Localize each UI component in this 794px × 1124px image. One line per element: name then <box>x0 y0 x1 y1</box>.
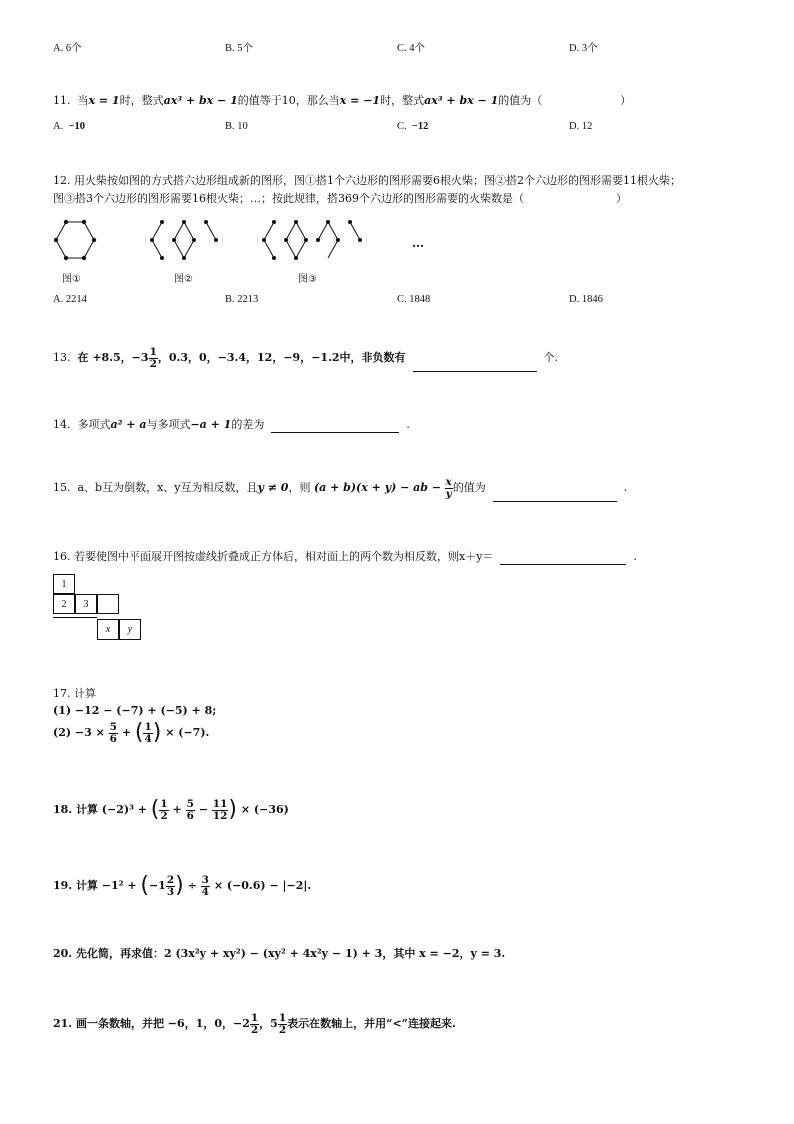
q15-text: 的值为 <box>452 481 486 494</box>
q10-option-c: C. 4个 <box>397 43 426 54</box>
q19-text: × (−0.6) − |−2|. <box>213 879 312 892</box>
q15-text: a、b互为倒数，x、y互为相反数，且 <box>77 481 258 494</box>
q11-option-b: B. 10 <box>225 121 248 132</box>
q19-text: ÷ <box>187 879 197 892</box>
question-18: 18. 计算 (−2)³ + ( $\frac{1}{2}$ + $\frac{5}{6}$ − $\frac{11}{12}$ ) × (−36) <box>53 797 289 822</box>
q14-math: −a + 1 <box>190 418 232 431</box>
fraction-numerator: x <box>445 475 452 488</box>
option-letter: C. <box>397 121 407 132</box>
q13-text: 在 +8.5，−3 <box>77 351 149 364</box>
question-number: 14. <box>53 418 71 431</box>
fraction-numerator: 1 <box>278 1011 287 1024</box>
q16-text: 16. 若要使图中平面展开图按虚线折叠成正方体后，相对面上的两个数为相反数，则x＋y＝ <box>53 550 494 563</box>
question-17-title: 17. 计算 <box>53 687 96 700</box>
q10-option-a: A. 6个 <box>53 43 82 54</box>
q11-option-a <box>53 121 85 132</box>
q10-option-b: B. 5个 <box>225 43 254 54</box>
q12-option-a: A. 2214 <box>53 294 87 305</box>
q13-text: ，0.3，0，−3.4，12，−9，−1.2中，非负数有 <box>157 351 406 364</box>
q15-math: (a + b)(x + y) − ab − <box>313 481 442 494</box>
q12-option-c: C. 1848 <box>397 294 431 305</box>
fraction-numerator: 1 <box>250 1011 259 1024</box>
fraction <box>201 875 210 898</box>
fraction <box>166 875 175 898</box>
q19-text: 19. 计算 −1² + <box>53 879 137 892</box>
q17-text: (2) −3 × <box>53 726 105 739</box>
question-number: 11. <box>53 94 71 107</box>
fraction <box>186 799 195 822</box>
fraction <box>250 1013 259 1036</box>
q14-text: 的差为 <box>231 418 265 431</box>
q14-math: a² + a <box>110 418 147 431</box>
fraction-numerator: 1 <box>149 345 157 358</box>
question-19: 19. 计算 −1² + (−1 $\frac{2}{3}$ ) ÷ $\frac{3}{4}$ × (−0.6) − |−2|. <box>53 873 312 898</box>
question-20: 20. 先化简，再求值：2 (3x²y + xy²) − (xy² + 4x²y − 1) + 3，其中 x = −2，y = 3. <box>53 947 506 960</box>
fraction-numerator: 2 <box>166 873 175 886</box>
q15-math: y ≠ 0 <box>257 481 289 494</box>
q14-text: 多项式 <box>77 418 111 431</box>
q21-text: 21. 画一条数轴，并把 −6，1，0，−2 <box>53 1017 250 1030</box>
figure-2-hexagons <box>152 222 216 258</box>
q11-option-d: D. 12 <box>569 121 593 132</box>
question-15 <box>53 474 627 502</box>
question-17-part2: (2) −3 × $\frac{5}{6}$ + ( $\frac{1}{4}$ ) × (−7). <box>53 720 210 745</box>
q11-math: x = 1 <box>88 94 120 107</box>
fraction <box>143 722 152 745</box>
fraction <box>109 722 118 745</box>
fraction-denominator: 6 <box>186 809 194 822</box>
q17-text: + <box>121 726 132 739</box>
q11-math: ax³ + bx − 1 <box>163 94 238 107</box>
answer-blank[interactable] <box>493 489 617 502</box>
question-12-line1: 12. 用火柴按如图的方式搭六边形组成新的图形，图①搭1个六边形的图形需要6根火柴；图②搭2个六边形的图形需要11根火柴； <box>53 174 681 187</box>
figure-3-hexagons <box>264 222 360 258</box>
figure-3-caption: 图③ <box>298 274 317 285</box>
figure-1-caption: 图① <box>62 274 81 285</box>
q12-text: 图③搭3个六边形的图形需要16根火柴；…；按此规律，搭369个六边形的图形需要的火柴数是（ <box>53 192 524 205</box>
net-bottom-edge <box>53 617 97 618</box>
q21-text: ，5 <box>259 1017 278 1030</box>
fraction-denominator: 2 <box>278 1023 287 1036</box>
question-17-part1: (1) −12 − (−7) + (−5) + 8; <box>53 704 217 717</box>
figure-1-vertices <box>54 220 96 260</box>
answer-blank[interactable] <box>500 552 626 565</box>
q11-text: 的值等于10，那么当 <box>237 94 340 107</box>
q14-text: . <box>406 418 410 431</box>
q17-text: × (−7). <box>165 726 210 739</box>
fraction-denominator: 12 <box>212 809 228 822</box>
q14-text: 与多项式 <box>146 418 191 431</box>
mixed-whole: −1 <box>148 879 166 892</box>
q12-option-b: B. 2213 <box>225 294 259 305</box>
q21-text: 表示在数轴上，并用“<”连接起来. <box>287 1017 456 1030</box>
fraction-denominator: 3 <box>166 885 175 898</box>
q11-math: ax³ + bx − 1 <box>424 94 499 107</box>
question-number: 13. <box>53 351 71 364</box>
q12-text: ） <box>616 192 627 205</box>
q13-text: 个. <box>543 351 559 364</box>
fraction-numerator: 11 <box>212 797 228 810</box>
net-cell-blank <box>97 594 119 614</box>
net-cell-y: y <box>119 619 141 640</box>
q11-option-c <box>397 121 428 132</box>
figure-1-hexagon <box>56 222 94 258</box>
fraction-denominator: y <box>445 487 452 500</box>
net-cell-2: 2 <box>53 594 75 614</box>
figure-ellipsis: … <box>412 236 424 250</box>
fraction <box>445 477 453 500</box>
fraction-numerator: 1 <box>160 797 168 810</box>
q11-text: ） <box>620 94 632 107</box>
figure-2-caption: 图② <box>174 274 193 285</box>
net-cell-3: 3 <box>75 594 97 614</box>
fraction-denominator: 6 <box>109 732 117 745</box>
fraction-denominator: 4 <box>144 732 152 745</box>
fraction-denominator: 2 <box>250 1023 259 1036</box>
fraction-numerator: 5 <box>186 797 194 810</box>
fraction-numerator: 3 <box>201 873 209 886</box>
matchstick-figures <box>48 216 428 264</box>
q18-text: × (−36) <box>240 803 289 816</box>
fraction <box>278 1013 287 1036</box>
fraction <box>159 799 168 822</box>
option-value: −12 <box>411 121 429 132</box>
question-16 <box>53 549 637 565</box>
question-14 <box>53 417 410 433</box>
q12-option-d: D. 1846 <box>569 294 603 305</box>
answer-blank[interactable] <box>413 359 537 372</box>
q16-text: . <box>633 550 637 563</box>
q15-text: ，则 <box>288 481 311 494</box>
q10-option-d: D. 3个 <box>569 43 598 54</box>
fraction-numerator: 5 <box>109 720 117 733</box>
q11-text: 的值为（ <box>498 94 543 107</box>
q11-math: x = −1 <box>339 94 381 107</box>
question-21 <box>53 1010 456 1038</box>
fraction-numerator: 1 <box>144 720 152 733</box>
option-letter: A. <box>53 121 64 132</box>
question-13 <box>53 344 558 372</box>
q11-text: 当 <box>77 94 89 107</box>
question-11 <box>53 93 631 109</box>
question-12-line2 <box>53 191 627 207</box>
fraction-denominator: 2 <box>149 357 157 370</box>
q18-text: 18. 计算 (−2)³ + <box>53 803 147 816</box>
net-cell-1: 1 <box>53 574 75 594</box>
fraction <box>212 799 229 822</box>
fraction <box>149 347 158 370</box>
net-cell-x: x <box>97 619 119 640</box>
fraction-denominator: 2 <box>160 809 168 822</box>
q11-text: 时，整式 <box>380 94 425 107</box>
option-value: −10 <box>68 121 85 132</box>
fraction-denominator: 4 <box>201 885 209 898</box>
answer-blank[interactable] <box>271 420 399 433</box>
q15-text: . <box>623 481 628 494</box>
figure-3-vertices <box>262 220 362 260</box>
q11-text: 时，整式 <box>119 94 164 107</box>
question-number: 15. <box>53 481 71 494</box>
